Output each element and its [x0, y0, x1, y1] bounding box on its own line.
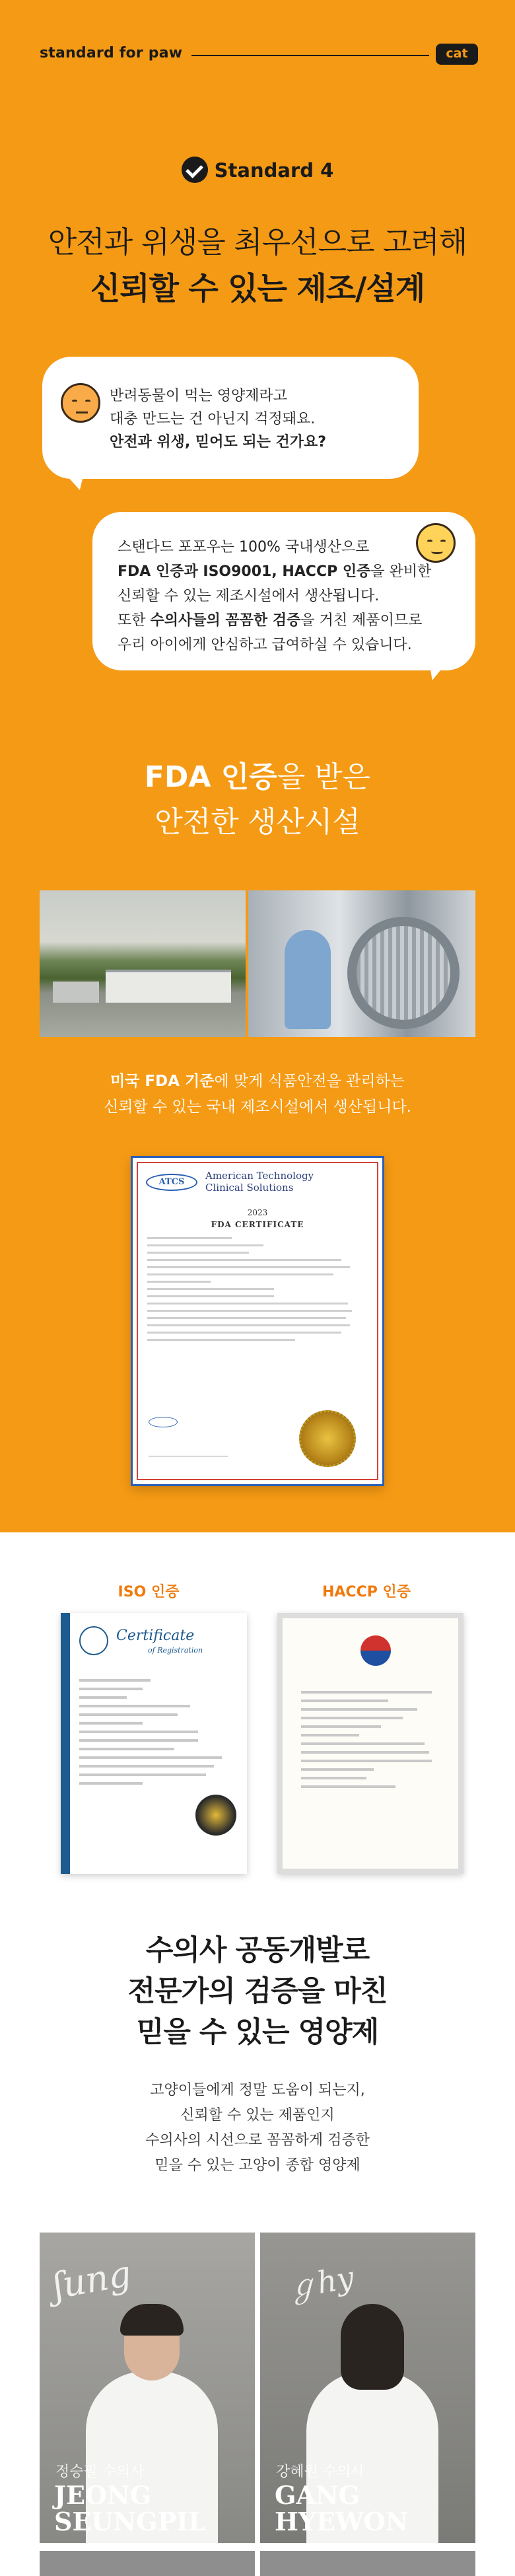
certificate-year: 2023 — [247, 1208, 268, 1217]
sterilizer-drum — [347, 917, 460, 1029]
fda-desc-rest: 에 맞게 식품안전을 관리하는 — [214, 1073, 405, 1090]
vet-hair — [120, 2304, 184, 2336]
fda-heading-bold: FDA 인증 — [144, 760, 277, 794]
certificate-org — [205, 1170, 314, 1194]
vet-heading-line: 믿을 수 있는 영양제 — [136, 2016, 379, 2049]
iso-label: ISO 인증 — [118, 1584, 180, 1600]
headline-line1: 안전과 위생을 최우선으로 고려해 — [48, 225, 467, 260]
answer-span: 을 완비한 — [370, 563, 432, 580]
atcs-logo: ATCS — [146, 1174, 197, 1191]
vet-card — [40, 2233, 255, 2543]
vet-english-name — [275, 2482, 409, 2535]
standard-text: Standard 4 — [214, 159, 334, 182]
vet-card-next — [260, 2551, 475, 2576]
answer-line — [118, 608, 448, 633]
vet-english-line: SEUNGPIL — [54, 2507, 206, 2536]
answer-line — [118, 559, 448, 584]
question-line-bold: 안전과 위생, 믿어도 되는 건가요? — [110, 434, 327, 450]
answer-emphasis: 수의사들의 꼼꼼한 검증 — [150, 612, 301, 629]
vet-desc-line: 믿을 수 있는 고양이 종합 영양제 — [154, 2157, 360, 2174]
header-divider — [191, 55, 429, 56]
fda-heading — [0, 753, 515, 795]
haccp-certificate — [277, 1613, 464, 1874]
answer-span: 또한 — [118, 612, 151, 629]
headline-line2: 신뢰할 수 있는 제조/설계 — [90, 271, 425, 307]
signature-logo-icon — [149, 1417, 178, 1427]
signature-icon: ℊhy — [284, 2259, 357, 2307]
answer-line: 스탠다드 포포우는 100% 국내생산으로 — [118, 539, 370, 555]
vet-english-name — [54, 2482, 206, 2535]
fda-certificate — [131, 1156, 384, 1486]
answer-span: 을 거친 제품이므로 — [300, 612, 423, 629]
factory-building — [106, 970, 231, 1003]
vet-desc-line: 고양이들에게 정말 도움이 되는지, — [150, 2082, 365, 2098]
standard-label — [0, 159, 515, 185]
answer-emphasis: FDA 인증과 ISO9001, HACCP 인증 — [118, 563, 371, 580]
answer-text — [118, 535, 448, 657]
vet-korean-name: 강혜원 수의사 — [276, 2464, 365, 2480]
vet-hair — [341, 2304, 404, 2390]
question-text — [110, 384, 413, 454]
fda-desc-line — [0, 1069, 515, 1094]
vet-heading-line: 전문가의 검증을 마친 — [127, 1975, 388, 2008]
factory-interior-photo — [248, 890, 475, 1037]
vet-desc-line: 수의사의 시선으로 꼼꼼하게 검증한 — [145, 2132, 370, 2149]
checkmark-icon — [182, 157, 208, 183]
korea-emblem-icon — [360, 1635, 391, 1666]
worried-face-icon — [61, 383, 100, 423]
brand-name: standard for paw — [40, 45, 183, 61]
org-line: Clinical Solutions — [205, 1182, 294, 1194]
iso-certificate — [61, 1613, 247, 1874]
certificate-body-text — [147, 1237, 359, 1346]
vet-english-line: JEONG — [54, 2480, 152, 2510]
fda-desc-line: 신뢰할 수 있는 국내 제조시설에서 생산됩니다. — [103, 1098, 411, 1116]
signature-line — [149, 1449, 228, 1456]
iso-body-text — [79, 1679, 238, 1791]
category-tag: cat — [436, 44, 478, 65]
vet-heading-line: 수의사 공동개발로 — [145, 1934, 370, 1967]
answer-line: 우리 아이에게 안심하고 급여하실 수 있습니다. — [118, 637, 412, 653]
vet-card — [260, 2233, 475, 2543]
haccp-label: HACCP 인증 — [322, 1584, 411, 1600]
vet-card-next — [40, 2551, 255, 2576]
question-line: 대충 만드는 건 아닌지 걱정돼요. — [110, 411, 316, 427]
answer-line: 신뢰할 수 있는 제조시설에서 생산됩니다. — [118, 588, 380, 604]
vet-english-line: GANG — [275, 2480, 360, 2510]
gold-seal-icon — [299, 1410, 356, 1467]
fda-heading-rest: 을 받은 — [277, 760, 371, 794]
vet-heading — [0, 1930, 515, 2053]
fda-heading-line2: 안전한 생산시설 — [154, 805, 360, 839]
iso-doc-subtitle: of Registration — [148, 1646, 203, 1655]
question-line: 반려동물이 먹는 영양제라고 — [110, 388, 288, 404]
building-annex — [53, 982, 99, 1003]
vet-korean-name: 정승필 수의사 — [55, 2464, 145, 2480]
worker-figure — [285, 930, 331, 1029]
iso-doc-title: Certificate — [116, 1628, 195, 1644]
certificate-title: FDA CERTIFICATE — [211, 1220, 304, 1229]
iso-seal-icon — [195, 1795, 236, 1836]
signature-icon: ʃung — [50, 2252, 135, 2307]
iso-badge-icon — [79, 1626, 108, 1655]
factory-exterior-photo — [40, 890, 246, 1037]
fda-desc-bold: 미국 FDA 기준 — [110, 1073, 215, 1090]
vet-desc-line: 신뢰할 수 있는 제품인지 — [180, 2107, 335, 2124]
org-line: American Technology — [205, 1170, 314, 1182]
vet-english-line: HYEWON — [275, 2507, 409, 2536]
fda-description — [0, 1069, 515, 1120]
haccp-body-text — [301, 1691, 446, 1794]
vet-description — [0, 2078, 515, 2178]
